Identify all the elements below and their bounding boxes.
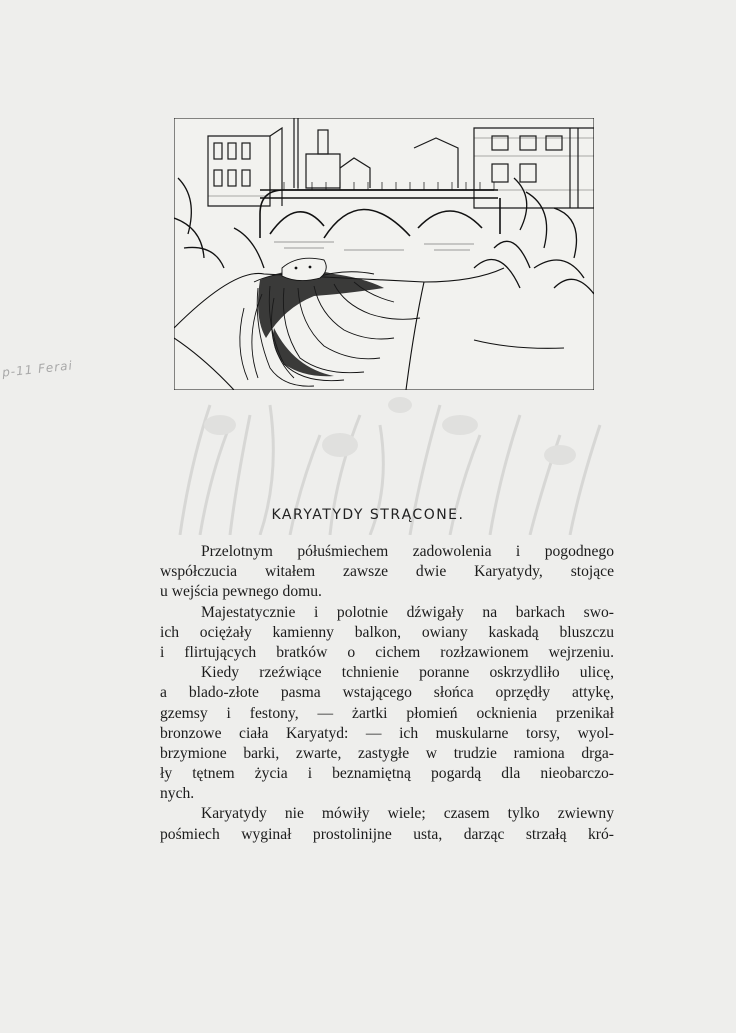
- engraving-illustration: [174, 118, 594, 390]
- text-line: pośmiech wyginał prostolinijne usta, darząc strzałą kró-: [160, 825, 614, 843]
- text-line: nych.: [160, 785, 195, 803]
- text-line: i flirtujących bratków o cichem rozłzawionem wejrzeniu.: [160, 643, 614, 661]
- text-line: bronzowe ciała Karyatyd: — ich muskularne torsy, wyol-: [160, 724, 614, 742]
- chapter-title: KARYATYDY STRĄCONE.: [271, 507, 465, 523]
- text-line: gzemsy i festony, — żartki płomień ocknienia przenikał: [160, 704, 614, 722]
- text-line: Majestatycznie i polotnie dźwigały na barkach swo-: [201, 603, 614, 621]
- text-line: Karyatydy nie mówiły wiele; czasem tylko zwiewny: [201, 805, 614, 823]
- text-line: Przelotnym półuśmiechem zadowolenia i pogodnego: [201, 543, 614, 560]
- text-line: a blado-złote pasma wstającego słońca oprzędły attykę,: [160, 684, 614, 702]
- text-line: ły tętnem życia i beznamiętną pogardą dla nieobarczo-: [160, 765, 614, 783]
- text-line: u wejścia pewnego domu.: [160, 583, 322, 601]
- text-line: ich ociężały kamienny balkon, owiany kaskadą bluszczu: [160, 623, 614, 641]
- text-line: Kiedy rzeźwiące tchnienie poranne oskrzydliło ulicę,: [201, 664, 614, 682]
- pencil-margin-note: p-11 Ferai: [1, 358, 74, 380]
- text-line: brzymione barki, zwarte, zastygłe w trudzie ramiona drga-: [160, 744, 614, 762]
- text-line: współczucia witałem zawsze dwie Karyatydy, stojące: [160, 563, 614, 581]
- body-text: [160, 542, 614, 845]
